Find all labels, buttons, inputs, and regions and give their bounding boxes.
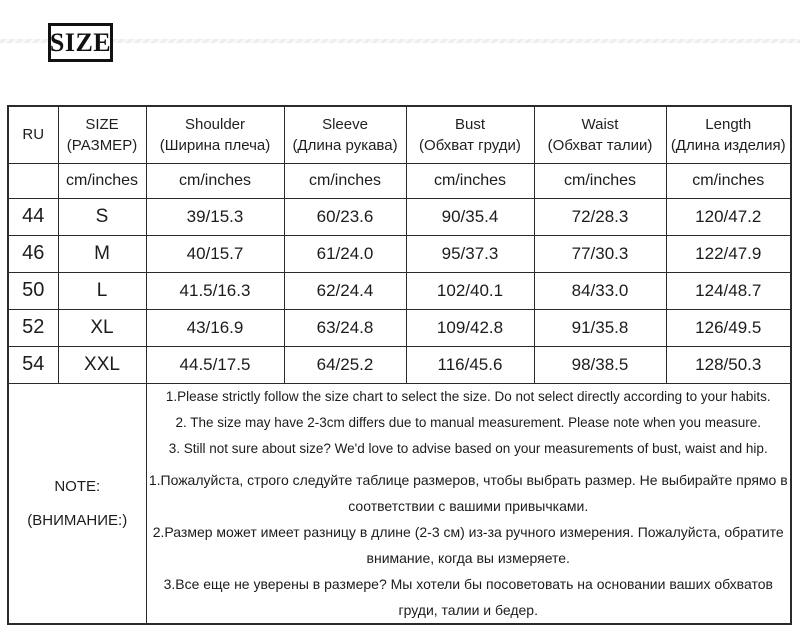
length-cell: 122/47.9 (666, 235, 791, 272)
note-russian-block (147, 467, 791, 623)
waist-cell: 77/30.3 (534, 235, 666, 272)
size-chart-table (7, 105, 792, 625)
waist-cell: 72/28.3 (534, 198, 666, 235)
header-cell-bust (406, 106, 534, 163)
header-sleeve-ru: (Длина рукава) (292, 136, 398, 154)
units-cell-length: cm/inches (666, 163, 791, 198)
shoulder-cell: 43/16.9 (146, 309, 284, 346)
sleeve-cell: 63/24.8 (284, 309, 406, 346)
units-cell-bust: cm/inches (406, 163, 534, 198)
units-cell-size: cm/inches (58, 163, 146, 198)
sleeve-cell: 61/24.0 (284, 235, 406, 272)
note-en-line-2: 2. The size may have 2-3cm differs due to manual measurement. Please note when you measure. (175, 414, 762, 430)
header-cell-length (666, 106, 791, 163)
decorative-stripe (0, 39, 800, 43)
table-row-xl (8, 309, 791, 346)
bust-cell: 90/35.4 (406, 198, 534, 235)
units-cell-shoulder: cm/inches (146, 163, 284, 198)
header-cell-shoulder (146, 106, 284, 163)
waist-cell: 84/33.0 (534, 272, 666, 309)
ru-cell: 50 (8, 272, 58, 309)
length-cell: 124/48.7 (666, 272, 791, 309)
units-row (8, 163, 791, 198)
size-cell: M (58, 235, 146, 272)
bust-cell: 109/42.8 (406, 309, 534, 346)
header-shoulder-en: Shoulder (184, 115, 246, 133)
header-bust-en: Bust (454, 115, 485, 133)
table-row-m (8, 235, 791, 272)
ru-cell: 46 (8, 235, 58, 272)
note-label-ru: (ВНИМАНИЕ:) (27, 511, 128, 529)
bust-cell: 102/40.1 (406, 272, 534, 309)
units-cell-ru-empty (8, 163, 58, 198)
header-cell-ru (8, 106, 58, 163)
header-sleeve-en: Sleeve (322, 115, 368, 133)
length-cell: 128/50.3 (666, 346, 791, 383)
size-cell: XXL (58, 346, 146, 383)
shoulder-cell: 39/15.3 (146, 198, 284, 235)
sleeve-cell: 64/25.2 (284, 346, 406, 383)
units-cell-waist: cm/inches (534, 163, 666, 198)
size-logo-text: SIZE (49, 27, 112, 57)
note-label-en: NOTE: (54, 477, 101, 495)
note-en-line-1: 1.Please strictly follow the size chart to select the size. Do not select directly according to your habits. (165, 388, 771, 404)
table-row-l (8, 272, 791, 309)
bust-cell: 95/37.3 (406, 235, 534, 272)
header-length-ru: (Длина изделия) (670, 136, 786, 154)
table-row-s (8, 198, 791, 235)
size-cell: XL (58, 309, 146, 346)
header-waist-ru: (Обхват талии) (547, 136, 653, 154)
header-bust-ru: (Обхват груди) (419, 136, 521, 154)
shoulder-cell: 41.5/16.3 (146, 272, 284, 309)
note-label-cell (8, 383, 146, 624)
header-cell-size (58, 106, 146, 163)
header-length-en: Length (705, 115, 752, 133)
sleeve-cell: 62/24.4 (284, 272, 406, 309)
ru-cell: 44 (8, 198, 58, 235)
units-cell-sleeve: cm/inches (284, 163, 406, 198)
waist-cell: 91/35.8 (534, 309, 666, 346)
length-cell: 126/49.5 (666, 309, 791, 346)
header-shoulder-ru: (Ширина плеча) (159, 136, 271, 154)
ru-cell: 54 (8, 346, 58, 383)
header-size-en: SIZE (85, 115, 119, 133)
header-row (8, 106, 791, 163)
bust-cell: 116/45.6 (406, 346, 534, 383)
note-en-line-3: 3. Still not sure about size? We'd love to advise based on your measurements of bust, waist and hip. (168, 440, 768, 456)
sleeve-cell: 60/23.6 (284, 198, 406, 235)
header-waist-en: Waist (581, 115, 619, 133)
note-english-block (147, 384, 791, 462)
waist-cell: 98/38.5 (534, 346, 666, 383)
shoulder-cell: 40/15.7 (146, 235, 284, 272)
size-cell: L (58, 272, 146, 309)
header-cell-waist (534, 106, 666, 163)
table-row-xxl (8, 346, 791, 383)
header-ru-label: RU (22, 125, 45, 143)
note-ru-line-3: 3.Все еще не уверены в размере? Мы хотели бы посоветовать на основании ваших обхватов груди, талии и бедер. (163, 575, 773, 618)
header-size-ru: (РАЗМЕР) (66, 136, 138, 154)
note-ru-line-1: 1.Пожалуйста, строго следуйте таблице размеров, чтобы выбрать размер. Не выбирайте прямо в соответствии с вашими привычками. (148, 471, 788, 514)
header-cell-sleeve (284, 106, 406, 163)
shoulder-cell: 44.5/17.5 (146, 346, 284, 383)
length-cell: 120/47.2 (666, 198, 791, 235)
ru-cell: 52 (8, 309, 58, 346)
size-logo-box (48, 23, 113, 62)
size-cell: S (58, 198, 146, 235)
note-body-cell (146, 383, 791, 624)
note-row (8, 383, 791, 624)
note-ru-line-2: 2.Размер может имеет разницу в длине (2-3 см) из-за ручного измерения. Пожалуйста, обратите внимание, когда вы измеряете. (152, 523, 784, 566)
